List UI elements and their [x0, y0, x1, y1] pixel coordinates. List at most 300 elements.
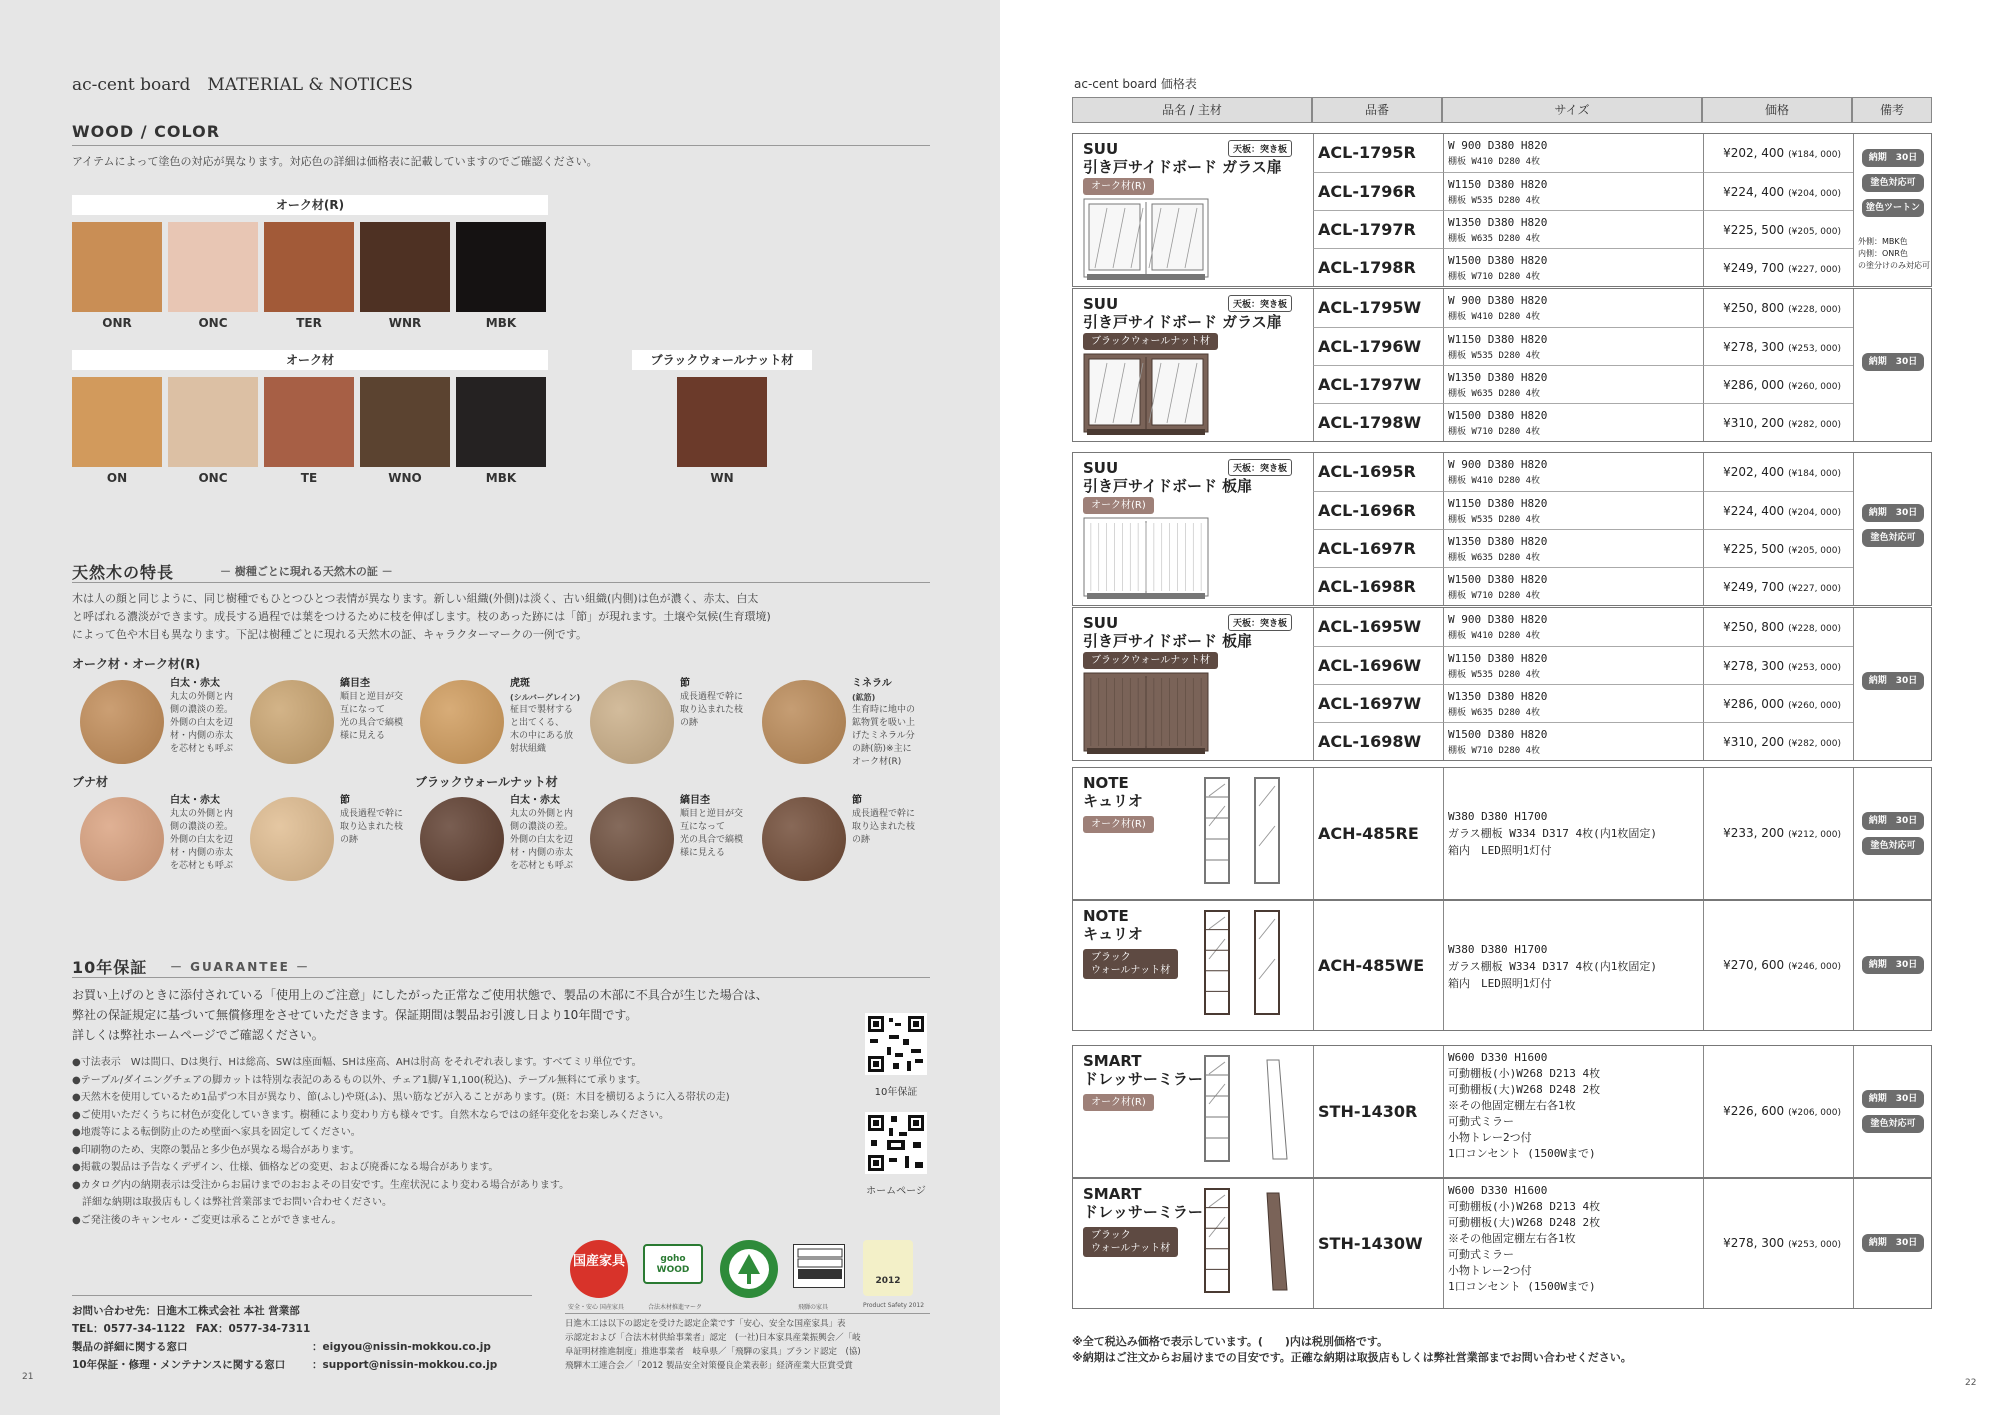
- size-line: 可動式ミラー: [1448, 1115, 1514, 1128]
- note-badge: 塗色対応可: [1862, 837, 1924, 855]
- notice-item: ●地震等による転倒防止のため壁面へ家具を固定してください。: [72, 1127, 361, 1138]
- mark-line: 鉱物質を吸い上: [852, 718, 916, 728]
- qr-guarantee-icon[interactable]: [865, 1013, 927, 1075]
- size-shelf: 棚板 W410 D280 4枚: [1448, 476, 1541, 486]
- note-badge: 塗色対応可: [1862, 1115, 1924, 1133]
- mark-line: 成長過程で幹に: [340, 809, 404, 819]
- mark-line: 順目と逆目が交: [680, 809, 744, 819]
- price-incl-tax: ¥270, 600: [1723, 958, 1785, 972]
- mark-title: 白太・赤太: [510, 795, 560, 806]
- material-pill: ブラック ウォールナット材: [1083, 1227, 1178, 1257]
- product-drawing: [1203, 1054, 1293, 1169]
- product-type: 引き戸サイドボード 板扉: [1083, 632, 1253, 650]
- product-price: [1703, 1046, 1853, 1177]
- size-line: ガラス棚板 W334 D317 4枚(内1枚固定): [1448, 827, 1658, 840]
- mark-line: 側の濃淡の差。: [170, 822, 234, 832]
- natural-wood-body: [72, 590, 942, 644]
- price-incl-tax: ¥310, 200: [1723, 416, 1785, 430]
- wood-mark-text: [170, 794, 250, 873]
- kokusan-kagu-logo-icon: [570, 1240, 628, 1298]
- size-line: W380 D380 H1700: [1448, 943, 1548, 956]
- price-excl-tax: (¥204, 000): [1788, 508, 1841, 518]
- product-price: [1703, 248, 1853, 286]
- product-group-single: [1072, 1178, 1932, 1309]
- price-excl-tax: (¥253, 000): [1788, 1240, 1841, 1250]
- product-group-single: [1072, 1045, 1932, 1178]
- product-code: ACL-1697R: [1313, 529, 1443, 567]
- notes-cell: [1853, 289, 1931, 441]
- cert-text: [565, 1317, 937, 1373]
- page-number: 21: [22, 1372, 34, 1382]
- oak-group-label: オーク材・オーク材(R): [72, 657, 201, 671]
- mark-title: 虎斑: [510, 678, 530, 689]
- contact-detail-row: [72, 1338, 532, 1356]
- swatch-mbk: [456, 222, 546, 312]
- price-excl-tax: (¥206, 000): [1788, 1108, 1841, 1118]
- notes-cell: [1853, 768, 1931, 899]
- note-extra-line: の塗分けのみ対応可: [1858, 261, 1930, 270]
- product-code: ACL-1797W: [1313, 365, 1443, 403]
- price-incl-tax: ¥225, 500: [1723, 223, 1785, 237]
- size-line: 可動棚板(大)W268 D248 2枚: [1448, 1083, 1601, 1096]
- gifu-certified-logo-icon: [720, 1240, 778, 1298]
- wood-mark-photo: [590, 680, 674, 764]
- price-incl-tax: ¥250, 800: [1723, 301, 1785, 315]
- product-price: [1703, 491, 1853, 529]
- mark-line: 取り込まれた枝: [852, 822, 916, 832]
- product-safety-logo-icon: [863, 1240, 913, 1296]
- swatch-onc: [168, 222, 258, 312]
- mark-subtitle: (シルバーグレイン): [510, 693, 581, 702]
- product-series: SUU: [1083, 459, 1119, 477]
- mark-line: を芯材とも呼ぶ: [170, 861, 234, 871]
- product-drawing: [1203, 776, 1285, 891]
- size-main: W1350 D380 H820: [1448, 535, 1548, 548]
- swatch-mbk: [456, 377, 546, 467]
- note-badge: 塗色ツートン対応可: [1862, 199, 1924, 217]
- price-excl-tax: (¥253, 000): [1788, 344, 1841, 354]
- table-row: [1073, 491, 1931, 529]
- size-line: 可動式ミラー: [1448, 1248, 1514, 1261]
- price-excl-tax: (¥282, 000): [1788, 739, 1841, 749]
- notice-item: ●ご使用いただくうちに材色が変化していきます。樹種により変わり方も様々です。自然木ならではの経年変化をお楽しみください。: [72, 1109, 670, 1121]
- table-row: [1073, 646, 1931, 684]
- swatch-onc: [168, 377, 258, 467]
- note-badge: 納期 30日: [1862, 956, 1924, 974]
- guarantee-heading: 10年保証: [72, 958, 148, 977]
- product-code: ACL-1696R: [1313, 491, 1443, 529]
- mark-title: 縞目杢: [680, 795, 710, 806]
- qr-homepage-icon[interactable]: [865, 1112, 927, 1174]
- product-code: ACH-485RE: [1313, 768, 1443, 899]
- product-series: SMART: [1083, 1185, 1142, 1203]
- cert-logos: [565, 1238, 925, 1300]
- product-price: [1703, 453, 1853, 491]
- price-incl-tax: ¥286, 000: [1723, 697, 1785, 711]
- size-shelf: 棚板 W710 D280 4枚: [1448, 427, 1541, 437]
- divider: [565, 1313, 930, 1314]
- mark-line: 丸太の外側と内: [170, 809, 234, 819]
- notice-item: ●掲載の製品は予告なくデザイン、仕様、価格などの変更、および廃番になる場合があります。: [72, 1162, 499, 1173]
- product-size: [1443, 529, 1703, 567]
- mark-line: の跡: [340, 835, 359, 845]
- swatch-label: TER: [296, 316, 322, 330]
- price-excl-tax: (¥260, 000): [1788, 382, 1841, 392]
- wood-mark-photo: [250, 680, 334, 764]
- material-pill: ブラック ウォールナット材: [1083, 949, 1178, 979]
- header-code: 品番: [1312, 97, 1442, 123]
- body-line: 木は人の顔と同じように、同じ樹種でもひとつひとつ表情が異なります。新しい組織(外側)は淡く、古い組織(内側)は色が濃く、赤太、白太: [72, 592, 759, 605]
- size-main: W1500 D380 H820: [1448, 409, 1548, 422]
- size-shelf: 棚板 W635 D280 4枚: [1448, 389, 1541, 399]
- swatch-label: ONC: [198, 316, 228, 330]
- mark-line: 木の中にある放: [510, 731, 574, 741]
- notes-cell: [1853, 1179, 1931, 1308]
- contact-support-email[interactable]: ：support@nissin-mokkou.co.jp: [312, 1359, 498, 1371]
- table-row: [1073, 365, 1931, 403]
- contact-support-row: [72, 1356, 532, 1374]
- note-badge: 納期 30日: [1862, 1090, 1924, 1108]
- size-shelf: 棚板 W710 D280 4枚: [1448, 746, 1541, 756]
- size-main: W 900 D380 H820: [1448, 294, 1548, 307]
- product-code: ACL-1797R: [1313, 210, 1443, 248]
- wood-mark-text: [852, 794, 932, 847]
- guarantee-body: [72, 985, 768, 1045]
- swatch-label: WNO: [388, 471, 422, 485]
- material-pill: オーク材(R): [1083, 178, 1154, 195]
- wood-mark-text: [680, 677, 760, 730]
- mark-line: を芯材とも呼ぶ: [510, 861, 574, 871]
- size-main: W 900 D380 H820: [1448, 613, 1548, 626]
- divider: [72, 977, 930, 978]
- divider: [72, 1295, 532, 1296]
- product-size: [1443, 1046, 1703, 1177]
- swatch-label: WN: [710, 471, 734, 485]
- right-page: [1000, 0, 2000, 1415]
- size-main: W1150 D380 H820: [1448, 178, 1548, 191]
- note-badge: 納期 30日: [1862, 812, 1924, 830]
- product-type: 引き戸サイドボード 板扉: [1083, 477, 1253, 495]
- table-row: [1073, 567, 1931, 605]
- mark-line: 生育時に地中の: [852, 705, 916, 715]
- contact-detail-email[interactable]: ：eigyou@nissin-mokkou.co.jp: [312, 1341, 491, 1353]
- price-excl-tax: (¥260, 000): [1788, 701, 1841, 711]
- dresser-mirror-illustration: [1203, 1187, 1293, 1296]
- table-row: [1073, 327, 1931, 365]
- table-row: [1073, 529, 1931, 567]
- size-line: 小物トレー2つ付: [1448, 1131, 1532, 1144]
- product-price: [1703, 365, 1853, 403]
- wood-mark-photo: [762, 680, 846, 764]
- swatch-label: ON: [106, 471, 128, 485]
- product-group-suu: [1072, 133, 1932, 287]
- product-name: [1083, 774, 1143, 810]
- price-incl-tax: ¥278, 300: [1723, 659, 1785, 673]
- price-excl-tax: (¥184, 000): [1788, 469, 1841, 479]
- table-row: [1073, 403, 1931, 441]
- price-incl-tax: ¥226, 600: [1723, 1104, 1785, 1118]
- cert-line: 阜証明材推進制度」推進事業者 岐阜県／「飛騨の家具」ブランド認定 (協): [565, 1347, 861, 1357]
- mark-line: 光の具合で縞模: [680, 835, 744, 845]
- product-code: ACL-1798W: [1313, 403, 1443, 441]
- price-excl-tax: (¥228, 000): [1788, 624, 1841, 634]
- product-type: キュリオ: [1083, 925, 1143, 943]
- product-code: ACL-1696W: [1313, 646, 1443, 684]
- footnote-delivery: ※納期はご注文からお届けまでの目安です。正確な納期は取扱店もしくは弊社営業部までお問い合わせください。: [1072, 1351, 1632, 1364]
- product-price: [1703, 684, 1853, 722]
- product-type: 引き戸サイドボード ガラス扉: [1083, 158, 1282, 176]
- product-size: [1443, 901, 1703, 1030]
- walnut-band: ブラックウォールナット材: [632, 350, 812, 370]
- size-shelf: 棚板 W710 D280 4枚: [1448, 272, 1541, 282]
- product-price: [1703, 327, 1853, 365]
- mark-title: 白太・赤太: [170, 795, 220, 806]
- header-size: サイズ: [1442, 97, 1702, 123]
- product-code: ACH-485WE: [1313, 901, 1443, 1030]
- notice-item: ●カタログ内の納期表示は受注からお届けまでのおおよその目安です。生産状況により変わる場合があります。: [72, 1179, 570, 1191]
- natural-wood-subheading: － 樹種ごとに現れる天然木の証 －: [220, 565, 393, 578]
- table-row: [1073, 248, 1931, 286]
- size-main: W1150 D380 H820: [1448, 497, 1548, 510]
- note-badge: 納期 30日: [1862, 504, 1924, 522]
- mark-line: 取り込まれた枝: [340, 822, 404, 832]
- mark-line: 材・内側の赤太: [170, 848, 234, 858]
- swatch-wnr: [360, 222, 450, 312]
- size-line: W600 D330 H1600: [1448, 1051, 1548, 1064]
- walnut-group-label: ブラックウォールナット材: [415, 775, 558, 789]
- product-code: ACL-1698W: [1313, 722, 1443, 760]
- product-drawing: [1203, 909, 1285, 1022]
- price-incl-tax: ¥233, 200: [1723, 826, 1785, 840]
- mark-line: 様に見える: [680, 848, 726, 858]
- swatch-label: ONR: [102, 316, 132, 330]
- material-pill: オーク材(R): [1083, 1094, 1154, 1111]
- product-name: [1083, 1052, 1203, 1088]
- mark-line: 材・内側の赤太: [170, 731, 234, 741]
- product-size: [1443, 608, 1703, 646]
- curio-cabinet-illustration: [1203, 776, 1285, 887]
- body-line: によって色や木目も異なります。下記は樹種ごとに現れる天然木の証、キャラクターマークの一例です。: [72, 628, 588, 641]
- size-shelf: 棚板 W635 D280 4枚: [1448, 234, 1541, 244]
- price-excl-tax: (¥228, 000): [1788, 305, 1841, 315]
- swatch-te: [264, 377, 354, 467]
- wood-mark-photo: [420, 680, 504, 764]
- price-incl-tax: ¥225, 500: [1723, 542, 1785, 556]
- price-excl-tax: (¥205, 000): [1788, 227, 1841, 237]
- mark-title: 縞目杢: [340, 678, 370, 689]
- note-badge: 納期 30日: [1862, 353, 1924, 371]
- material-pill: ブラックウォールナット材: [1083, 652, 1218, 669]
- price-excl-tax: (¥253, 000): [1788, 663, 1841, 673]
- product-size: [1443, 248, 1703, 286]
- contact-title: お問い合わせ先：日進木工株式会社 本社 営業部: [72, 1305, 300, 1317]
- mark-line: 材・内側の赤太: [510, 848, 574, 858]
- body-line: 弊社の保証規定に基づいて無償修理をさせていただきます。保証期間は製品お引渡し日より10年間です。: [72, 1008, 638, 1022]
- qr-guarantee-label: 10年保証: [874, 1087, 918, 1098]
- product-group-suu: [1072, 288, 1932, 442]
- note-extra: [1858, 236, 1930, 272]
- table-row: [1073, 453, 1931, 491]
- swatch-ter: [264, 222, 354, 312]
- divider: [72, 145, 930, 146]
- mark-line: 丸太の外側と内: [170, 692, 234, 702]
- mark-line: 互になって: [680, 822, 726, 832]
- product-price: [1703, 901, 1853, 1030]
- mark-line: 柾目で製材する: [510, 705, 574, 715]
- product-group-suu: [1072, 452, 1932, 606]
- mark-line: の跡: [680, 718, 699, 728]
- size-line: W600 D330 H1600: [1448, 1184, 1548, 1197]
- price-excl-tax: (¥227, 000): [1788, 265, 1841, 275]
- size-line: 1口コンセント (1500Wまで): [1448, 1280, 1596, 1293]
- swatch-label: MBK: [485, 471, 517, 485]
- notice-item: 詳細な納期は取扱店もしくは弊社営業部までお問い合わせください。: [72, 1197, 392, 1208]
- wood-mark-text: [510, 794, 590, 873]
- wood-mark-text: [170, 677, 250, 756]
- product-code: STH-1430R: [1313, 1046, 1443, 1177]
- product-size: [1443, 453, 1703, 491]
- product-price: [1703, 289, 1853, 327]
- product-name: [1083, 1185, 1203, 1221]
- mark-title: 節: [680, 678, 690, 689]
- page-number: 22: [1965, 1378, 1977, 1388]
- notes-cell: [1853, 453, 1931, 605]
- wood-color-heading: WOOD / COLOR: [72, 122, 221, 141]
- contact-block: [72, 1302, 532, 1374]
- product-group-single: [1072, 900, 1932, 1031]
- size-shelf: 棚板 W410 D280 4枚: [1448, 157, 1541, 167]
- size-line: 1口コンセント (1500Wまで): [1448, 1147, 1596, 1160]
- price-list-title: ac-cent board 価格表: [1074, 77, 1197, 91]
- product-size: [1443, 567, 1703, 605]
- top-panel-tag: 天板：突き板: [1228, 459, 1292, 476]
- mark-line: 外側の白太を辺: [510, 835, 574, 845]
- product-type: ドレッサーミラー: [1083, 1203, 1203, 1221]
- dresser-mirror-illustration: [1203, 1054, 1293, 1165]
- product-price: [1703, 567, 1853, 605]
- product-code: ACL-1697W: [1313, 684, 1443, 722]
- wood-mark-text: [852, 677, 932, 769]
- mark-line: 丸太の外側と内: [510, 809, 574, 819]
- mark-title: ミネラル: [852, 678, 892, 689]
- size-shelf: 棚板 W710 D280 4枚: [1448, 591, 1541, 601]
- table-row: [1073, 172, 1931, 210]
- divider: [72, 582, 930, 583]
- mark-line: の跡(筋)※主に: [852, 744, 912, 754]
- top-panel-tag: 天板：突き板: [1228, 140, 1292, 157]
- product-size: [1443, 365, 1703, 403]
- product-series: NOTE: [1083, 774, 1129, 792]
- wood-mark-photo: [80, 680, 164, 764]
- footnote-tax: ※全て税込み価格で表示しています。( )内は税別価格です。: [1072, 1335, 1388, 1348]
- product-type: キュリオ: [1083, 792, 1143, 810]
- logo-text: 国産家具: [572, 1254, 625, 1269]
- product-size: [1443, 403, 1703, 441]
- product-series: SMART: [1083, 1052, 1142, 1070]
- mark-line: オーク材(R): [852, 757, 902, 767]
- goho-wood-logo-icon: [643, 1244, 703, 1284]
- logo-label: 飛騨の家具: [798, 1304, 829, 1311]
- mark-title: 節: [340, 795, 350, 806]
- note-badge: 納期 30日: [1862, 149, 1924, 167]
- note-extra-line: 内側：ONR色: [1858, 249, 1908, 258]
- notes-cell: [1853, 1046, 1931, 1177]
- notice-item: ●テーブル/ダイニングチェアの脚カットは特別な表記のあるもの以外、チェア1脚/￥1,100(税込)、テーブル無料にて承ります。: [72, 1074, 647, 1086]
- product-code: ACL-1695R: [1313, 453, 1443, 491]
- wood-mark-photo: [80, 797, 164, 881]
- notice-item: ●ご発注後のキャンセル・ご変更は承ることができません。: [72, 1214, 342, 1226]
- swatch-wno: [360, 377, 450, 467]
- page-title: ac-cent board MATERIAL & NOTICES: [72, 75, 413, 95]
- mark-line: 様に見える: [340, 731, 386, 741]
- notes-cell: [1853, 608, 1931, 760]
- notice-item: ●印刷物のため、実際の製品と多少色が異なる場合があります。: [72, 1144, 360, 1156]
- product-series: SUU: [1083, 614, 1119, 632]
- product-code: ACL-1798R: [1313, 248, 1443, 286]
- size-line: 箱内 LED照明1灯付: [1448, 844, 1552, 857]
- top-panel-tag: 天板：突き板: [1228, 295, 1292, 312]
- note-badge: 納期 30日: [1862, 672, 1924, 690]
- size-shelf: 棚板 W535 D280 4枚: [1448, 351, 1541, 361]
- header-notes: 備考: [1852, 97, 1932, 123]
- price-excl-tax: (¥246, 000): [1788, 962, 1841, 972]
- size-main: W 900 D380 H820: [1448, 458, 1548, 471]
- note-extra-line: 外側：MBK色: [1858, 237, 1908, 246]
- swatch-on: [72, 377, 162, 467]
- price-incl-tax: ¥278, 300: [1723, 1236, 1785, 1250]
- notes-cell: [1853, 901, 1931, 1030]
- mark-subtitle: (鉱筋): [852, 693, 876, 702]
- product-drawing: [1203, 1187, 1293, 1300]
- body-line: と呼ばれる濃淡ができます。成長する過程では葉をつけるために枝を伸ばします。枝のあった跡には「節」が現れます。土壌や気候(生育環境): [72, 610, 771, 623]
- product-code: STH-1430W: [1313, 1179, 1443, 1308]
- size-shelf: 棚板 W635 D280 4枚: [1448, 708, 1541, 718]
- size-line: 可動棚板(大)W268 D248 2枚: [1448, 1216, 1601, 1229]
- mark-line: 順目と逆目が交: [340, 692, 404, 702]
- price-excl-tax: (¥204, 000): [1788, 189, 1841, 199]
- mark-line: 成長過程で幹に: [680, 692, 744, 702]
- wood-mark-text: [340, 677, 420, 743]
- product-price: [1703, 529, 1853, 567]
- mark-line: 外側の白太を辺: [170, 835, 234, 845]
- size-line: 箱内 LED照明1灯付: [1448, 977, 1552, 990]
- size-main: W1350 D380 H820: [1448, 371, 1548, 384]
- price-incl-tax: ¥224, 400: [1723, 504, 1785, 518]
- swatch-label: TE: [300, 471, 318, 485]
- product-series: SUU: [1083, 295, 1119, 313]
- mark-line: 射状組織: [510, 744, 547, 754]
- product-size: [1443, 289, 1703, 327]
- mark-line: の跡: [852, 835, 871, 845]
- product-series: NOTE: [1083, 907, 1129, 925]
- product-series: SUU: [1083, 140, 1119, 158]
- mark-line: 外側の白太を辺: [170, 718, 234, 728]
- price-incl-tax: ¥250, 800: [1723, 620, 1785, 634]
- price-incl-tax: ¥224, 400: [1723, 185, 1785, 199]
- cert-line: 日進木工は以下の認定を受けた認定企業です「安心、安全な国産家具」表: [565, 1319, 846, 1329]
- table-row: [1073, 210, 1931, 248]
- price-incl-tax: ¥278, 300: [1723, 340, 1785, 354]
- price-incl-tax: ¥249, 700: [1723, 261, 1785, 275]
- material-pill: ブラックウォールナット材: [1083, 333, 1218, 350]
- product-size: [1443, 722, 1703, 760]
- swatch-label: WNR: [388, 316, 422, 330]
- header-name: 品名 / 主材: [1072, 97, 1312, 123]
- cert-line: 飛騨木工連合会／「2012 製品安全対策優良企業表彰」経済産業大臣賞受賞: [565, 1361, 853, 1371]
- product-size: [1443, 134, 1703, 172]
- product-size: [1443, 646, 1703, 684]
- swatch-wn: [677, 377, 767, 467]
